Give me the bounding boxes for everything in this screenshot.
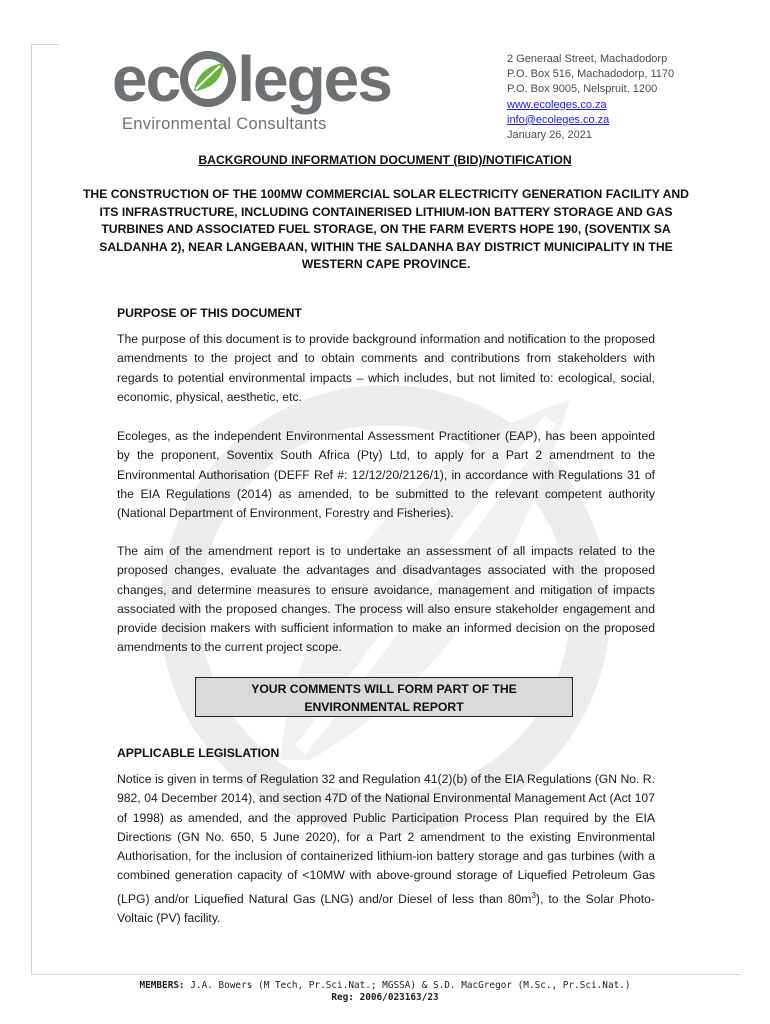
purpose-paragraph-2: Ecoleges, as the independent Environmental Assessment Practitioner (EAP), has been appointed by the proponent, Soventix South Africa (Pty) Ltd, to apply for a Part 2 amendment to the Environmental Authorisation (DEFF Ref #: 12/12/20/2126/1), in accordance with Regulations 31 of the EIA Regulations (2014) as amended, to be submitted to the relevant competent authority (National Department of Environment, Forestry and Fisheries).	[117, 429, 655, 521]
purpose-paragraph-1: The purpose of this document is to provide background information and notification to the proposed amendments to the project and to obtain comments and contributions from stakeholders with regards to potential environmental impacts – which includes, but not limited to: ecological, social, economic, physical, aesthetic, etc.	[117, 332, 655, 404]
registration-number: Reg: 2006/023163/23	[331, 992, 439, 1003]
legislation-text-a: Notice is given in terms of Regulation 32 and Regulation 41(2)(b) of the EIA Regulations (GN No. R. 982, 04 December 2014), and section 47D of the National Environmental Management Act (Act 107 of 1998) as amended, and the approved Public Participation Process Plan required by the EIA Directions (GN No. 650, 5 June 2020), for a Part 2 amendment to the existing Environmental Authorisation, for the inclusion of containerized lithium-ion battery storage and gas turbines (with a combined generation capacity of <10MW with above-ground storage of Liquefied Petroleum Gas (LPG) and/or Liquefied Natural Gas (LNG) and/or Diesel of less than 80m	[117, 772, 655, 906]
members-text: J.A. Bowers (M Tech, Pr.Sci.Nat.; MGSSA) & S.D. MacGregor (M.Sc., Pr.Sci.Nat.)	[190, 980, 631, 991]
logo-word-pre: ec	[112, 43, 180, 115]
purpose-paragraph-3: The aim of the amendment report is to undertake an assessment of all impacts related to the proposed changes, evaluate the advantages and disadvantages associated with the proposed changes, and determine measures to ensure avoidance, management and mitigation of impacts associated with the proposed changes. The process will also ensure stakeholder engagement and provide decision makers with sufficient information to make an informed decision on the proposed amendments to the current project scope.	[117, 544, 655, 655]
members-label: MEMBERS:	[139, 980, 185, 991]
legislation-paragraph	[117, 770, 655, 928]
project-title: THE CONSTRUCTION OF THE 100MW COMMERCIAL SOLAR ELECTRICITY GENERATION FACILITY AND ITS INFRASTRUCTURE, INCLUDING CONTAINERISED LITHIUM-ION BATTERY STORAGE AND GAS TURBINES AND ASSOCIATED FUEL STORAGE, ON THE FARM EVERTS HOPE 190, (SOVENTIX SA SALDANHA 2), NEAR LANGEBAAN, WITHIN THE SALDANHA BAY DISTRICT MUNICIPALITY IN THE WESTERN CAPE PROVINCE.	[82, 187, 689, 271]
logo-word-post: leges	[237, 43, 391, 115]
leaf-globe-icon	[180, 51, 236, 107]
legislation-text-b: ), to the Solar Photo-Voltaic (PV) facility.	[117, 891, 655, 926]
company-logo	[112, 44, 422, 144]
purpose-heading: PURPOSE OF THIS DOCUMENT	[117, 306, 302, 320]
notice-line-2: ENVIRONMENTAL REPORT	[304, 700, 464, 714]
contact-block	[507, 52, 674, 143]
legislation-heading: APPLICABLE LEGISLATION	[117, 746, 280, 760]
notice-line-1: YOUR COMMENTS WILL FORM PART OF THE	[251, 682, 517, 696]
address-line-1: 2 Generaal Street, Machadodorp	[507, 53, 668, 65]
address-line-2: P.O. Box 516, Machadodorp, 1170	[507, 68, 675, 81]
document-title: BACKGROUND INFORMATION DOCUMENT (BID)/NOTIFICATION	[198, 153, 572, 167]
legislation-superscript: 3	[531, 890, 536, 900]
document-date: January 26, 2021	[507, 129, 593, 142]
email-link[interactable]: info@ecoleges.co.za	[507, 113, 610, 126]
logo-wordmark	[112, 44, 391, 114]
address-line-3: P.O. Box 9005, Nelspruit, 1200	[507, 83, 658, 96]
comments-notice-box	[195, 677, 573, 717]
page-footer	[0, 980, 770, 1004]
website-link[interactable]: www.ecoleges.co.za	[507, 98, 607, 111]
logo-subtitle: Environmental Consultants	[122, 115, 327, 133]
